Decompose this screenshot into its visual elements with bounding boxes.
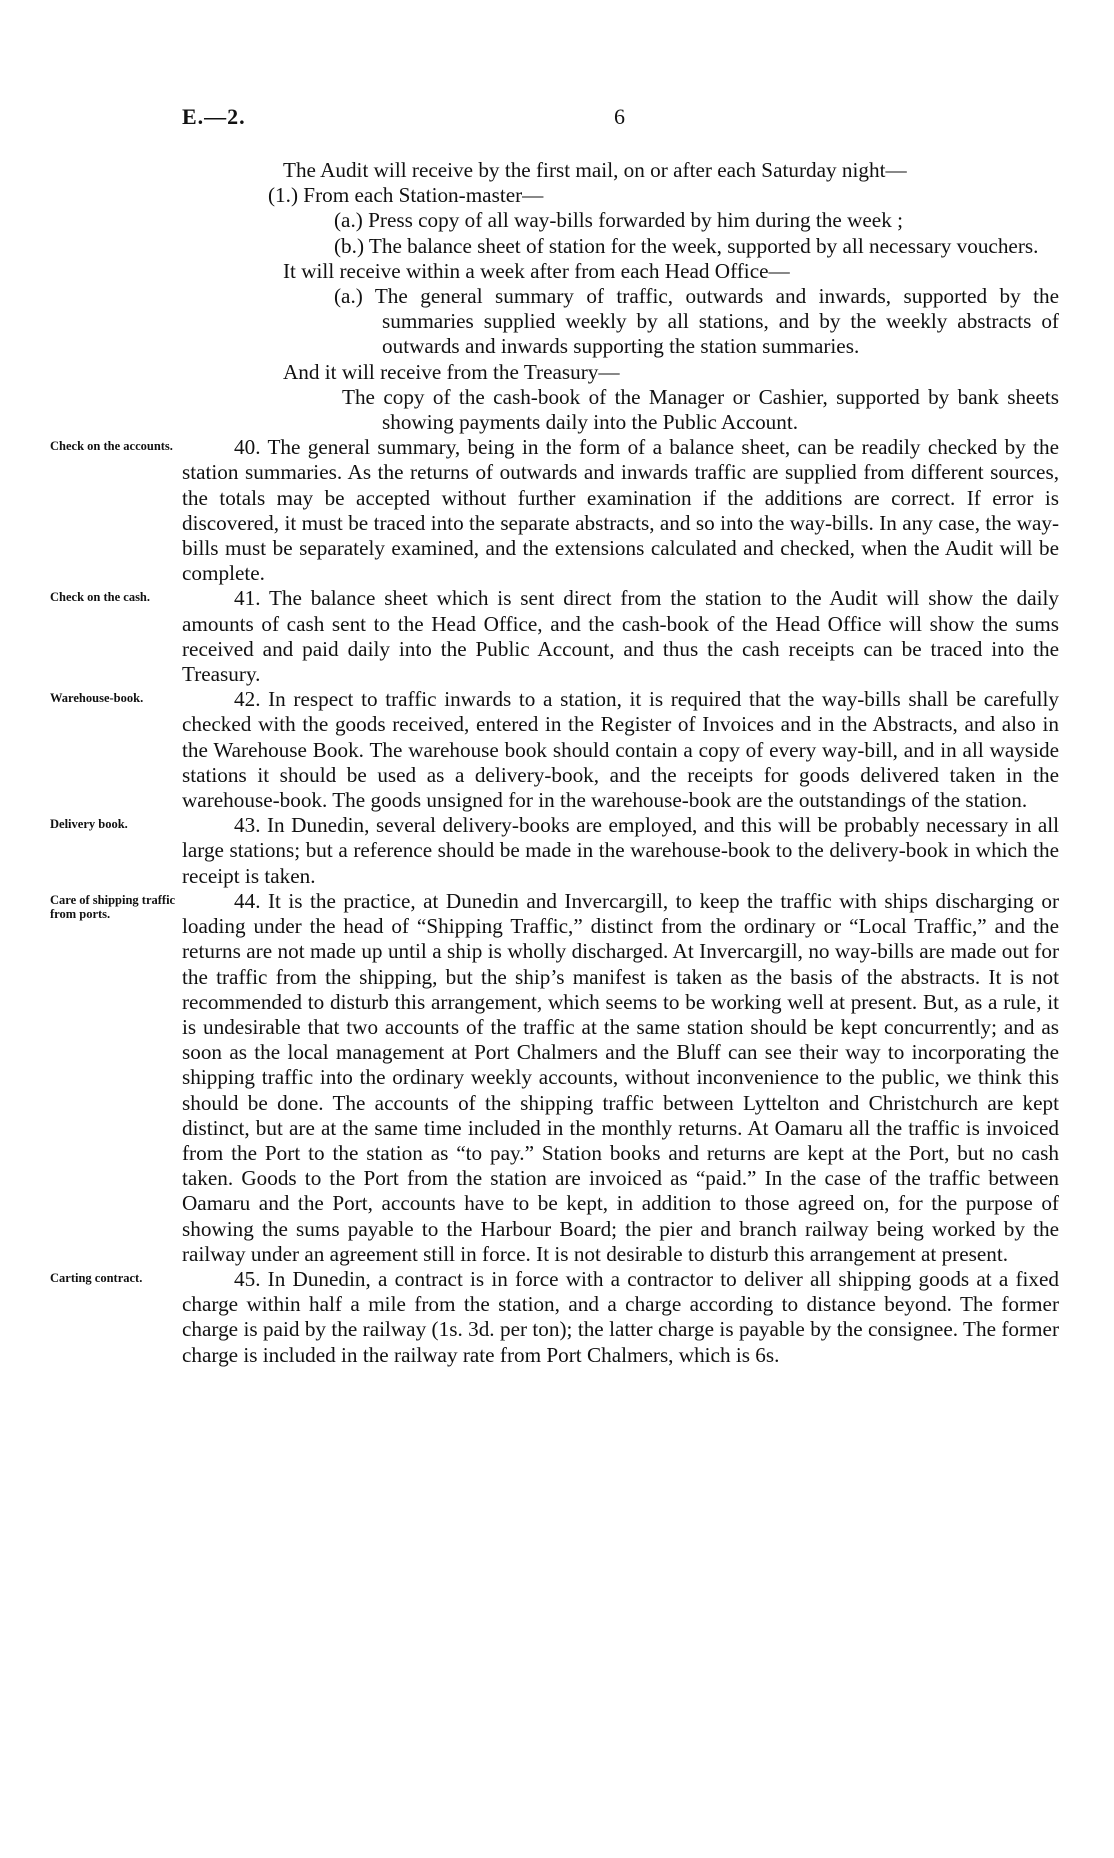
margin-note: Delivery book. — [50, 817, 128, 832]
list-item: (1.) From each Station-master— — [268, 183, 544, 208]
margin-note: Care of shipping traffic from ports. — [50, 892, 176, 921]
paragraph-text: 42. In respect to traffic inwards to a station, it is required that the way-bills shall be carefully checked with the goods received, entered in the Register of Invoices and in the Abstracts, and also in the Warehouse Book. The warehouse book should contain a copy of every way-bill, and in all wayside stations it should be used as a delivery-book, and the receipts for goods delivered taken in the warehouse-book. The goods unsigned for in the warehouse-book are the outstandings of the station. — [182, 687, 1059, 813]
paragraph-43 — [50, 813, 1059, 889]
paragraph-text: 45. In Dunedin, a contract is in force with a contractor to deliver all shipping goods at a fixed charge within half a mile from the station, and a charge according to distance beyond. The former charge is paid by the railway (1s. 3d. per ton); the latter charge is payable by the consignee. The former charge is included in the railway rate from Port Chalmers, which is 6s. — [182, 1266, 1059, 1367]
document-code: E.—2. — [182, 104, 246, 129]
list-item: (a.) Press copy of all way-bills forwarded by him during the week ; — [334, 208, 903, 233]
paragraph-text: 44. It is the practice, at Dunedin and Invercargill, to keep the traffic with ships discharging or loading under the head of “Shipping Traffic,” distinct from the ordinary or “Local Traffic,” and the returns are not made up until a ship is wholly discharged. At Invercargill, no way-bills are made out for the traffic from the shipping, but the ship’s manifest is taken as the basis of the abstracts. It is not recommended to disturb this arrangement, which seems to be working well at present. But, as a rule, it is undesirable that two accounts of the traffic at the same station should be kept concurrently; and as soon as the local management at Port Chalmers and the Bluff can see their way to incorporating the shipping traffic into the ordinary weekly accounts, without inconvenience to the public, we think this should be done. The accounts of the shipping traffic between Lyttelton and Christchurch are kept distinct, but are at the same time included in the monthly returns. At Oamaru all the traffic is invoiced from the Port to the station as “to pay.” Station books and returns are kept at the Port, but no cash taken. Goods to the Port from the station are invoiced as “paid.” In the case of the traffic between Oamaru and the Port, accounts have to be kept, in addition to those agreed on, for the purpose of showing the sums payable to the Harbour Board; the pier and branch railway being worked by the railway under an agreement still in force. It is not desirable to disturb this arrangement at present. — [182, 888, 1059, 1266]
margin-note: Check on the cash. — [50, 590, 151, 605]
paragraph-44 — [50, 888, 1059, 1267]
page-number: 6 — [614, 104, 625, 129]
list-item: (a.) The general summary of traffic, outwards and inwards, supported by the summaries supplied weekly by all stations, and by the weekly abstracts of outwards and inwards supporting the station summaries. — [334, 284, 1059, 359]
list-item: (b.) The balance sheet of station for the week, supported by all necessary vouchers. — [334, 233, 1039, 258]
paragraph-45 — [50, 1266, 1059, 1368]
paragraph-text: 40. The general summary, being in the form of a balance sheet, can be readily checked by the station summaries. As the returns of outwards and inwards traffic are supplied from different sources, the totals may be accepted without further examination if the additions are correct. If error is discovered, it must be traced into the separate abstracts, and so into the way-bills. In any case, the way-bills must be separately examined, and the extensions calculated and checked, when the Audit will be complete. — [182, 435, 1059, 586]
paragraph-text: 43. In Dunedin, several delivery-books are employed, and this will be probably necessary in all large stations; but a reference should be made in the warehouse-book to the delivery-book in which the receipt is taken. — [182, 813, 1059, 888]
paragraph-text: 41. The balance sheet which is sent direct from the station to the Audit will show the daily amounts of cash sent to the Head Office, and the cash-book of the Head Office will show the sums received and paid daily into the Public Account, and thus the cash receipts can be traced into the Treasury. — [182, 586, 1059, 687]
intro-line: It will receive within a week after from each Head Office— — [283, 258, 790, 283]
paragraph-41 — [50, 586, 1059, 687]
intro-line: And it will receive from the Treasury— — [283, 359, 620, 384]
margin-note: Carting contract. — [50, 1270, 143, 1285]
page-header — [182, 104, 1062, 136]
margin-note: Check on the accounts. — [50, 439, 173, 454]
paragraph-42 — [50, 687, 1059, 813]
intro-line: The Audit will receive by the first mail, on or after each Saturday night— — [283, 158, 907, 182]
paragraph-40 — [50, 435, 1059, 586]
list-item: The copy of the cash-book of the Manager or Cashier, supported by bank sheets showing payments daily into the Public Account. — [342, 384, 1059, 435]
page-body — [50, 158, 1059, 1368]
margin-note: Warehouse-book. — [50, 691, 144, 706]
